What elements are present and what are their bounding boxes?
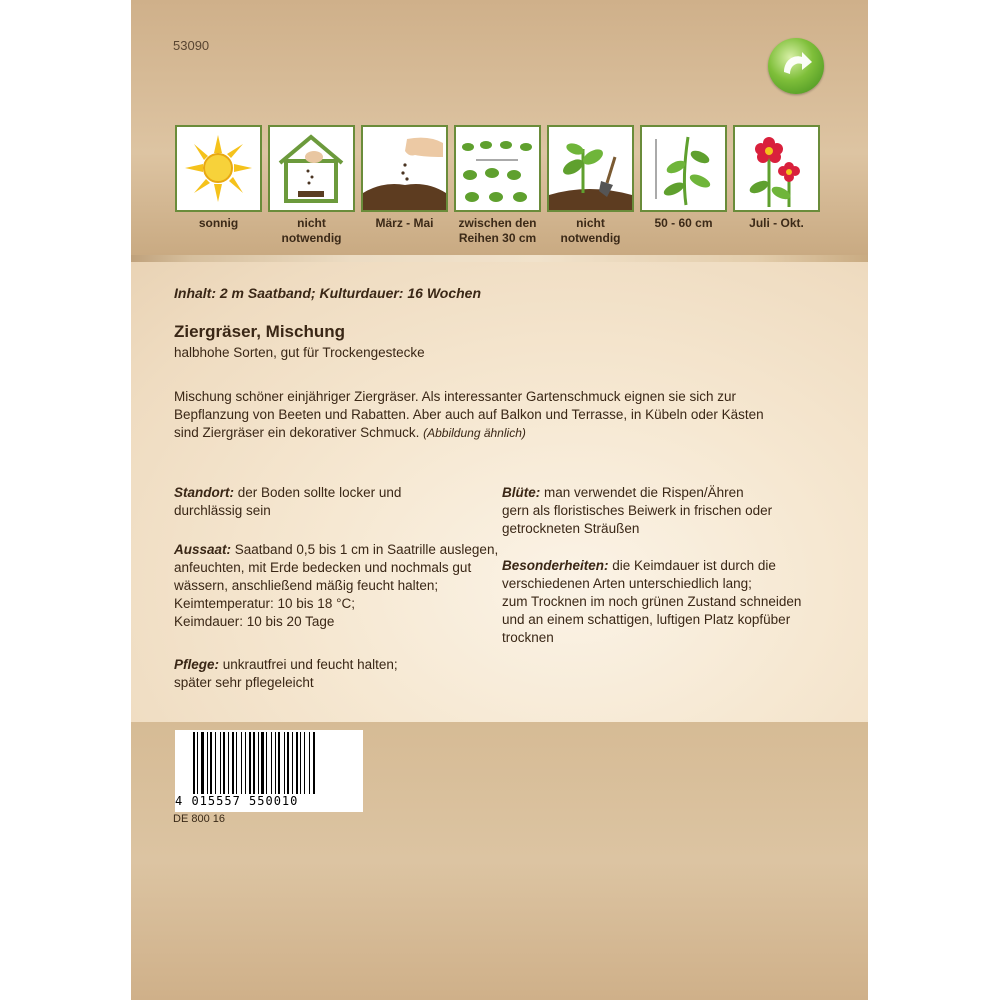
barcode-bars (193, 732, 353, 794)
barcode-bar (197, 732, 198, 794)
icon-label: 50 - 60 cm (654, 216, 713, 230)
barcode (175, 730, 363, 812)
barcode-bar (245, 732, 246, 794)
icon-cell-transplant (547, 125, 634, 246)
description (174, 388, 864, 442)
section-label: Blüte: (502, 485, 541, 500)
barcode-bar (207, 732, 208, 794)
plant-height-icon (640, 125, 727, 212)
icon-cell-greenhouse (268, 125, 355, 246)
article-number: 53090 (173, 38, 210, 53)
recycle-icon (768, 38, 824, 94)
barcode-bar (215, 732, 216, 794)
icon-cell-flower (733, 125, 820, 231)
icon-label: Juli - Okt. (749, 216, 804, 230)
content-line: Inhalt: 2 m Saatband; Kulturdauer: 16 Wochen (174, 285, 482, 301)
product-title: Ziergräser, Mischung (174, 322, 345, 341)
barcode-bar (287, 732, 289, 794)
description-line: Mischung schöner einjähriger Ziergräser. Als interessanter Gartenschmuck eignen sie sich zur (174, 389, 737, 404)
icon-label: zwischen den Reihen 30 cm (458, 216, 537, 245)
icon-cell-height (640, 125, 727, 231)
sowing-hand-icon (361, 125, 448, 212)
barcode-bar (292, 732, 293, 794)
barcode-bar (284, 732, 285, 794)
barcode-bar (313, 732, 315, 794)
section-label: Aussaat: (174, 542, 232, 557)
section-besonderheiten: Besonderheiten: die Keimdauer ist durch die verschiedenen Arten unterschiedlich lang; zum Trocknen im noch grünen Zustand schneiden und an einem schattigen, luftigen Platz kopfüber trocknen (502, 558, 802, 645)
barcode-bar (258, 732, 259, 794)
barcode-bar (228, 732, 229, 794)
barcode-bar (309, 732, 310, 794)
section-label: Pflege: (174, 657, 220, 672)
icon-cell-spacing (454, 125, 541, 246)
icon-label: März - Mai (375, 216, 434, 230)
barcode-bar (300, 732, 301, 794)
icon-label: sonnig (198, 216, 239, 230)
icon-label: nicht notwendig (560, 216, 621, 245)
barcode-bar (193, 732, 195, 794)
section-pflege: Pflege: unkrautfrei und feucht halten; später sehr pflegeleicht (174, 657, 398, 690)
section-label: Besonderheiten: (502, 558, 609, 573)
section-standort: Standort: der Boden sollte locker und durchlässig sein (174, 485, 402, 518)
barcode-bar (296, 732, 298, 794)
barcode-number: 4 015557 550010 (175, 794, 299, 808)
header-band (131, 0, 868, 255)
row-spacing-icon (454, 125, 541, 212)
barcode-bar (232, 732, 234, 794)
barcode-bar (249, 732, 251, 794)
seed-packet-back (131, 0, 868, 1000)
barcode-bar (278, 732, 280, 794)
icon-label: nicht notwendig (281, 216, 342, 245)
barcode-bar (253, 732, 255, 794)
image-note: (Abbildung ähnlich) (423, 426, 526, 440)
barcode-bar (266, 732, 267, 794)
barcode-bar (236, 732, 237, 794)
icon-cell-sowing (361, 125, 448, 231)
barcode-bar (223, 732, 225, 794)
barcode-bar (201, 732, 204, 794)
icon-cell-sun (175, 125, 262, 231)
description-line: Bepflanzung von Beeten und Rabatten. Aber auch auf Balkon und Terrasse, in Kübeln oder Kästen (174, 407, 764, 422)
section-aussaat: Aussaat: Saatband 0,5 bis 1 cm in Saatrille auslegen, anfeuchten, mit Erde bedecken und nochmals gut wässern, anschließend mäßig feucht halten; Keimtemperatur: 10 bis 18 °C; Keimdauer: 10 bis 20 Tage (174, 542, 499, 629)
barcode-bar (271, 732, 272, 794)
section-bluete: Blüte: man verwendet die Rispen/Ähren gern als floristisches Beiwerk in frischen oder getrockneten Sträußen (502, 485, 773, 536)
greenhouse-icon (268, 125, 355, 212)
footer-code: DE 800 16 (173, 813, 225, 825)
barcode-bar (210, 732, 212, 794)
transplant-icon (547, 125, 634, 212)
sun-icon (175, 125, 262, 212)
barcode-bar (241, 732, 242, 794)
barcode-bar (304, 732, 305, 794)
barcode-bar (261, 732, 264, 794)
description-line: sind Ziergräser ein dekorativer Schmuck. (Abbildung ähnlich) (174, 425, 526, 440)
flower-icon (733, 125, 820, 212)
product-subtitle: halbhohe Sorten, gut für Trockengestecke (174, 345, 425, 360)
barcode-bar (220, 732, 221, 794)
barcode-bar (275, 732, 276, 794)
section-label: Standort: (174, 485, 234, 500)
cultivation-icons (175, 125, 825, 250)
